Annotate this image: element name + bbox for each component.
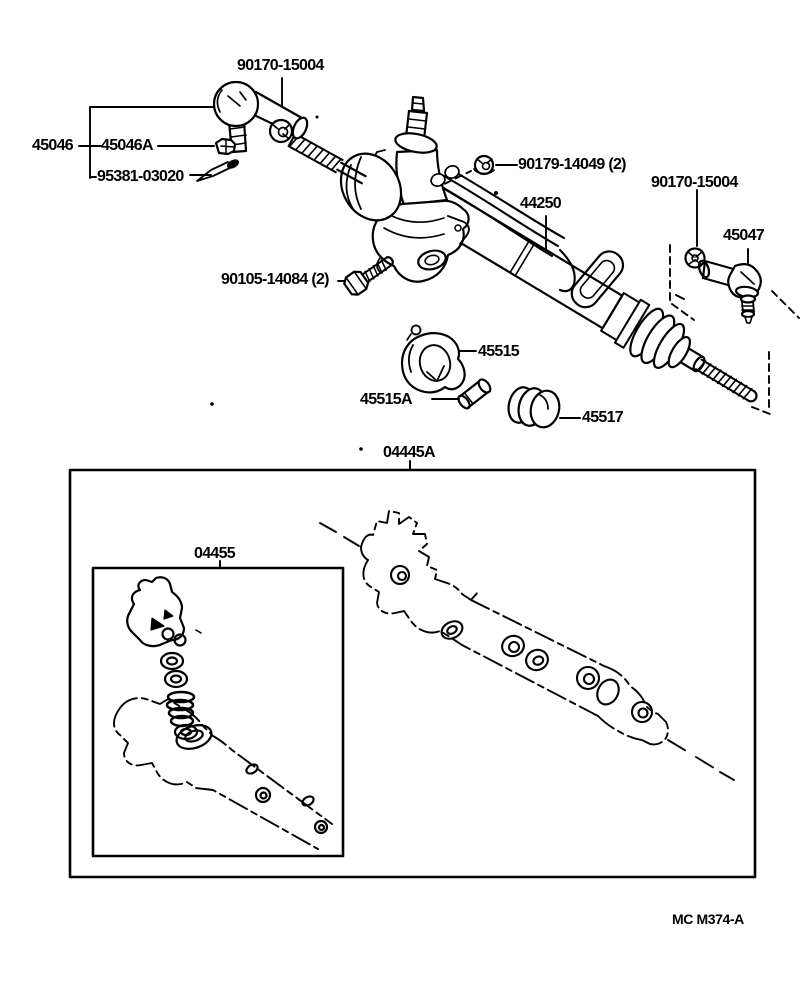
- valve-kit-contents: [114, 577, 332, 849]
- part-label-44250: 44250: [520, 195, 561, 212]
- grommet-45515: [402, 326, 465, 393]
- bolt-90105: [342, 250, 397, 297]
- drawing-code: MC M374-A: [672, 911, 744, 927]
- small-mark: [676, 295, 684, 299]
- flange-nut-90179: [474, 156, 494, 174]
- castle-nut-right: [686, 249, 705, 268]
- part-label-90170-15004-right: 90170-15004: [651, 174, 738, 191]
- part-label-90170-15004-top: 90170-15004: [237, 57, 324, 74]
- castle-nut-top: [270, 120, 292, 142]
- clip-95381: [197, 158, 240, 181]
- part-label-90105-14084: 90105-14084 (2): [221, 271, 329, 288]
- part-label-45046: 45046: [32, 137, 73, 154]
- cap-45517: [505, 385, 563, 431]
- part-label-45515a: 45515A: [360, 391, 412, 408]
- part-label-45517: 45517: [582, 409, 623, 426]
- part-label-90179-14049: 90179-14049 (2): [518, 156, 626, 173]
- part-label-45047: 45047: [723, 227, 764, 244]
- part-label-04455: 04455: [194, 545, 235, 562]
- part-label-95381-03020: 95381-03020: [97, 168, 184, 185]
- seal-kit-silhouette: [320, 511, 734, 780]
- part-label-45515: 45515: [478, 343, 519, 360]
- part-label-45046a: 45046A: [101, 137, 153, 154]
- tie-rod-end-right: [697, 260, 761, 323]
- part-label-04445a: 04445A: [383, 444, 435, 461]
- rack-end-right-threads: [695, 359, 759, 404]
- lock-nut-45046a: [216, 139, 235, 154]
- input-shaft: [394, 97, 439, 156]
- boot-right: [598, 289, 769, 422]
- spring: [167, 692, 194, 726]
- valve-kit-box: [93, 561, 343, 856]
